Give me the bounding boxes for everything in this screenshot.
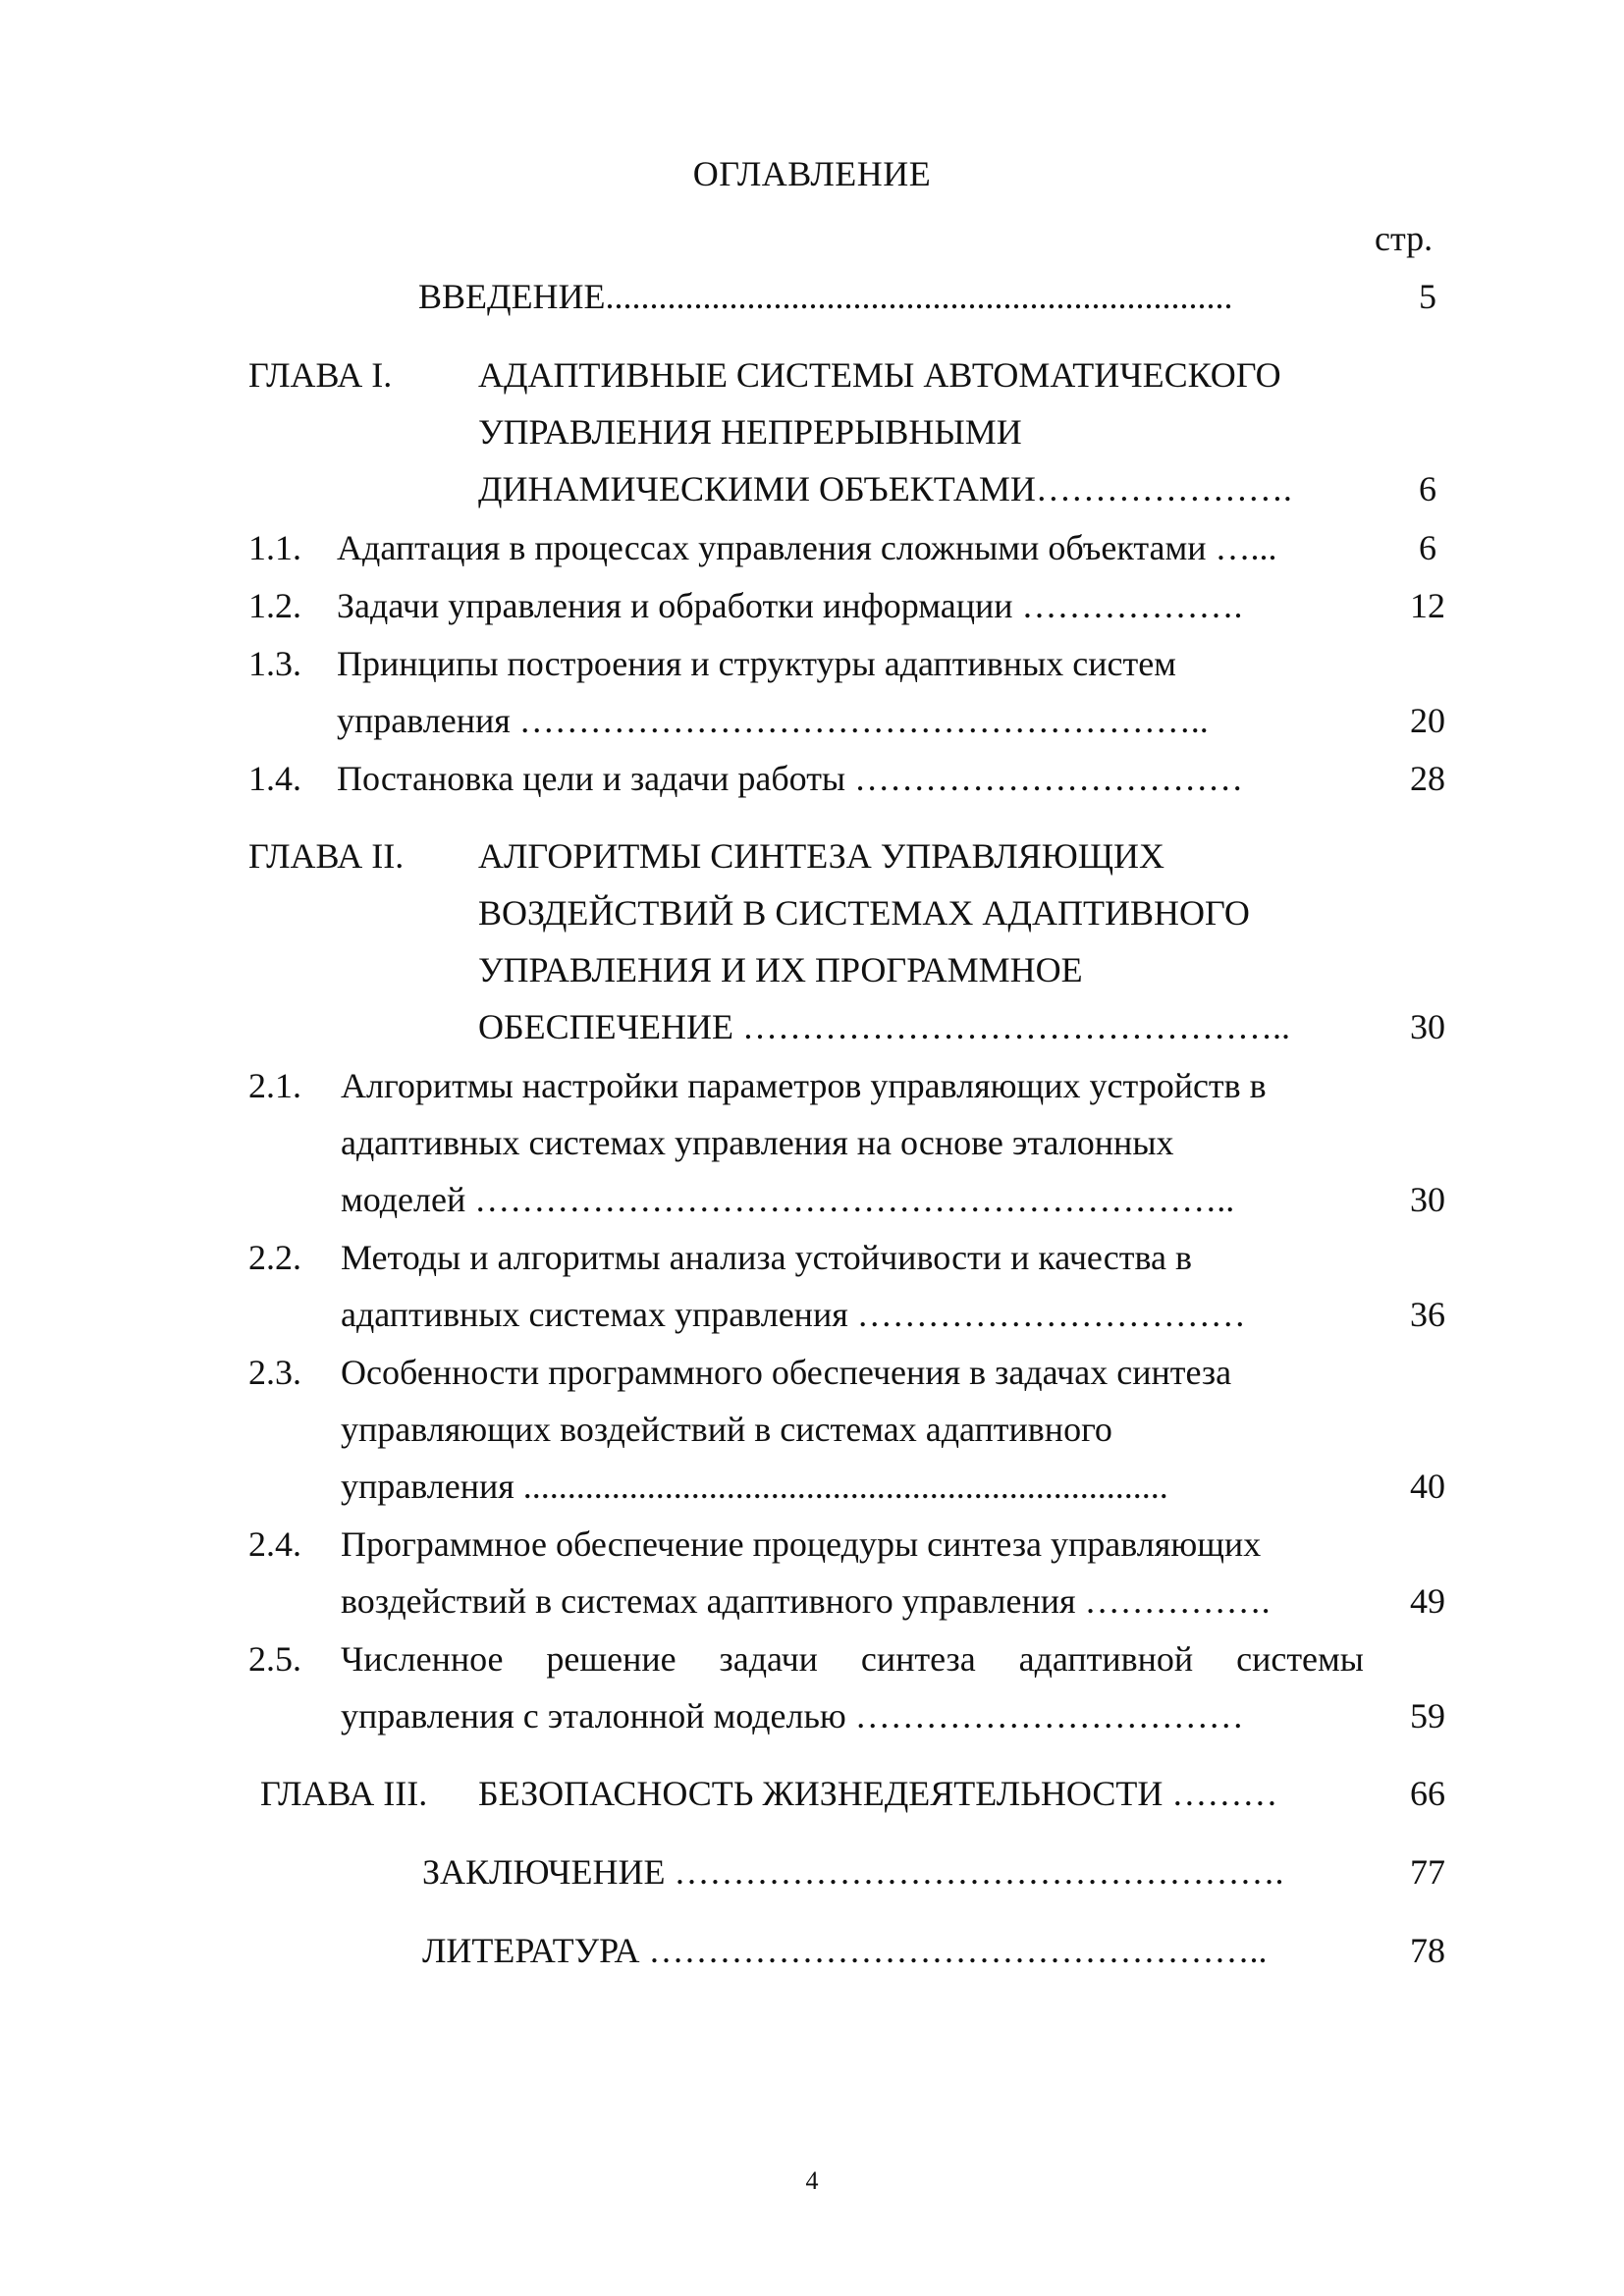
chapter-1-title-line[interactable]: АДАПТИВНЫЕ СИСТЕМЫ АВТОМАТИЧЕСКОГО [478,355,1281,395]
section-2-1-title-line[interactable]: Алгоритмы настройки параметров управляющих устройств в [341,1066,1267,1105]
section-1-2-title[interactable]: Задачи управления и обработки информации ………………. [337,586,1243,625]
section-1-3-page: 20 [1410,701,1445,740]
section-1-1-title[interactable]: Адаптация в процессах управления сложными объектами …... [337,528,1277,567]
section-2-3-title-line[interactable]: управления ......................................................................... [341,1467,1168,1506]
section-1-1-page: 6 [1419,528,1436,567]
section-1-4-number: 1.4. [248,759,301,798]
toc-intro[interactable]: ВВЕДЕНИЕ....................................................................... [418,277,1233,316]
chapter-2-label: ГЛАВА II. [248,836,405,876]
section-2-4-title-line[interactable]: воздействий в системах адаптивного управления ……………. [341,1581,1271,1621]
section-2-2-title-line[interactable]: адаптивных системах управления …………………………… [341,1295,1246,1334]
section-2-3-title-line[interactable]: Особенности программного обеспечения в задачах синтеза [341,1353,1232,1392]
section-1-3-title-line[interactable]: управления ………………………………………………….. [337,701,1209,740]
page-title: ОГЛАВЛЕНИЕ [692,154,932,193]
section-2-5-page: 59 [1410,1696,1445,1735]
chapter-2-title-line[interactable]: АЛГОРИТМЫ СИНТЕЗА УПРАВЛЯЮЩИХ [478,836,1165,876]
page-column-header: стр. [1375,219,1434,258]
toc-conclusion-page: 77 [1410,1852,1445,1892]
section-2-2-page: 36 [1410,1295,1445,1334]
section-1-2-number: 1.2. [248,586,301,625]
section-1-3-number: 1.3. [248,644,301,683]
chapter-2-title-line[interactable]: УПРАВЛЕНИЯ И ИХ ПРОГРАММНОЕ [478,950,1083,989]
chapter-1-title-line[interactable]: ДИНАМИЧЕСКИМИ ОБЪЕКТАМИ…………………. [478,469,1292,508]
toc-intro-page: 5 [1419,277,1436,316]
section-2-4-page: 49 [1410,1581,1445,1621]
section-2-3-title-line[interactable]: управляющих воздействий в системах адаптивного [341,1410,1112,1449]
section-2-1-number: 2.1. [248,1066,301,1105]
section-2-4-title-line[interactable]: Программное обеспечение процедуры синтеза управляющих [341,1524,1262,1564]
section-2-2-title-line[interactable]: Методы и алгоритмы анализа устойчивости и качества в [341,1238,1193,1277]
section-1-4-page: 28 [1410,759,1445,798]
section-2-1-title-line[interactable]: моделей ……………………………………………………….. [341,1180,1235,1219]
toc-conclusion[interactable]: ЗАКЛЮЧЕНИЕ ……………………………………………. [422,1852,1284,1892]
chapter-1-page: 6 [1419,469,1436,508]
section-1-3-title-line[interactable]: Принципы построения и структуры адаптивных систем [337,644,1176,683]
section-2-5-title-line[interactable]: Численное решение задачи синтеза адаптивной системы [341,1639,1364,1679]
section-2-5-number: 2.5. [248,1639,301,1679]
chapter-2-page: 30 [1410,1007,1445,1046]
toc-literature[interactable]: ЛИТЕРАТУРА …………………………………………….. [422,1931,1268,1970]
section-1-4-title[interactable]: Постановка цели и задачи работы …………………………… [337,759,1244,798]
chapter-2-title-line[interactable]: ОБЕСПЕЧЕНИЕ ……………………………………….. [478,1007,1291,1046]
page-number: 4 [805,2166,819,2195]
section-2-2-number: 2.2. [248,1238,301,1277]
section-2-4-number: 2.4. [248,1524,301,1564]
chapter-2-title-line[interactable]: ВОЗДЕЙСТВИЙ В СИСТЕМАХ АДАПТИВНОГО [478,893,1250,933]
section-2-3-page: 40 [1410,1467,1445,1506]
section-2-3-number: 2.3. [248,1353,301,1392]
chapter-1-title-line[interactable]: УПРАВЛЕНИЯ НЕПРЕРЫВНЫМИ [478,412,1022,452]
chapter-3-page: 66 [1410,1774,1445,1813]
section-2-1-page: 30 [1410,1180,1445,1219]
chapter-1-label: ГЛАВА I. [248,355,393,395]
chapter-3-label: ГЛАВА III. [260,1774,428,1813]
section-1-1-number: 1.1. [248,528,301,567]
section-1-2-page: 12 [1410,586,1445,625]
chapter-3-title[interactable]: БЕЗОПАСНОСТЬ ЖИЗНЕДЕЯТЕЛЬНОСТИ ……… [478,1774,1278,1813]
section-2-5-title-line[interactable]: управления с эталонной моделью …………………………… [341,1696,1244,1735]
toc-literature-page: 78 [1410,1931,1445,1970]
section-2-1-title-line[interactable]: адаптивных системах управления на основе эталонных [341,1123,1174,1162]
